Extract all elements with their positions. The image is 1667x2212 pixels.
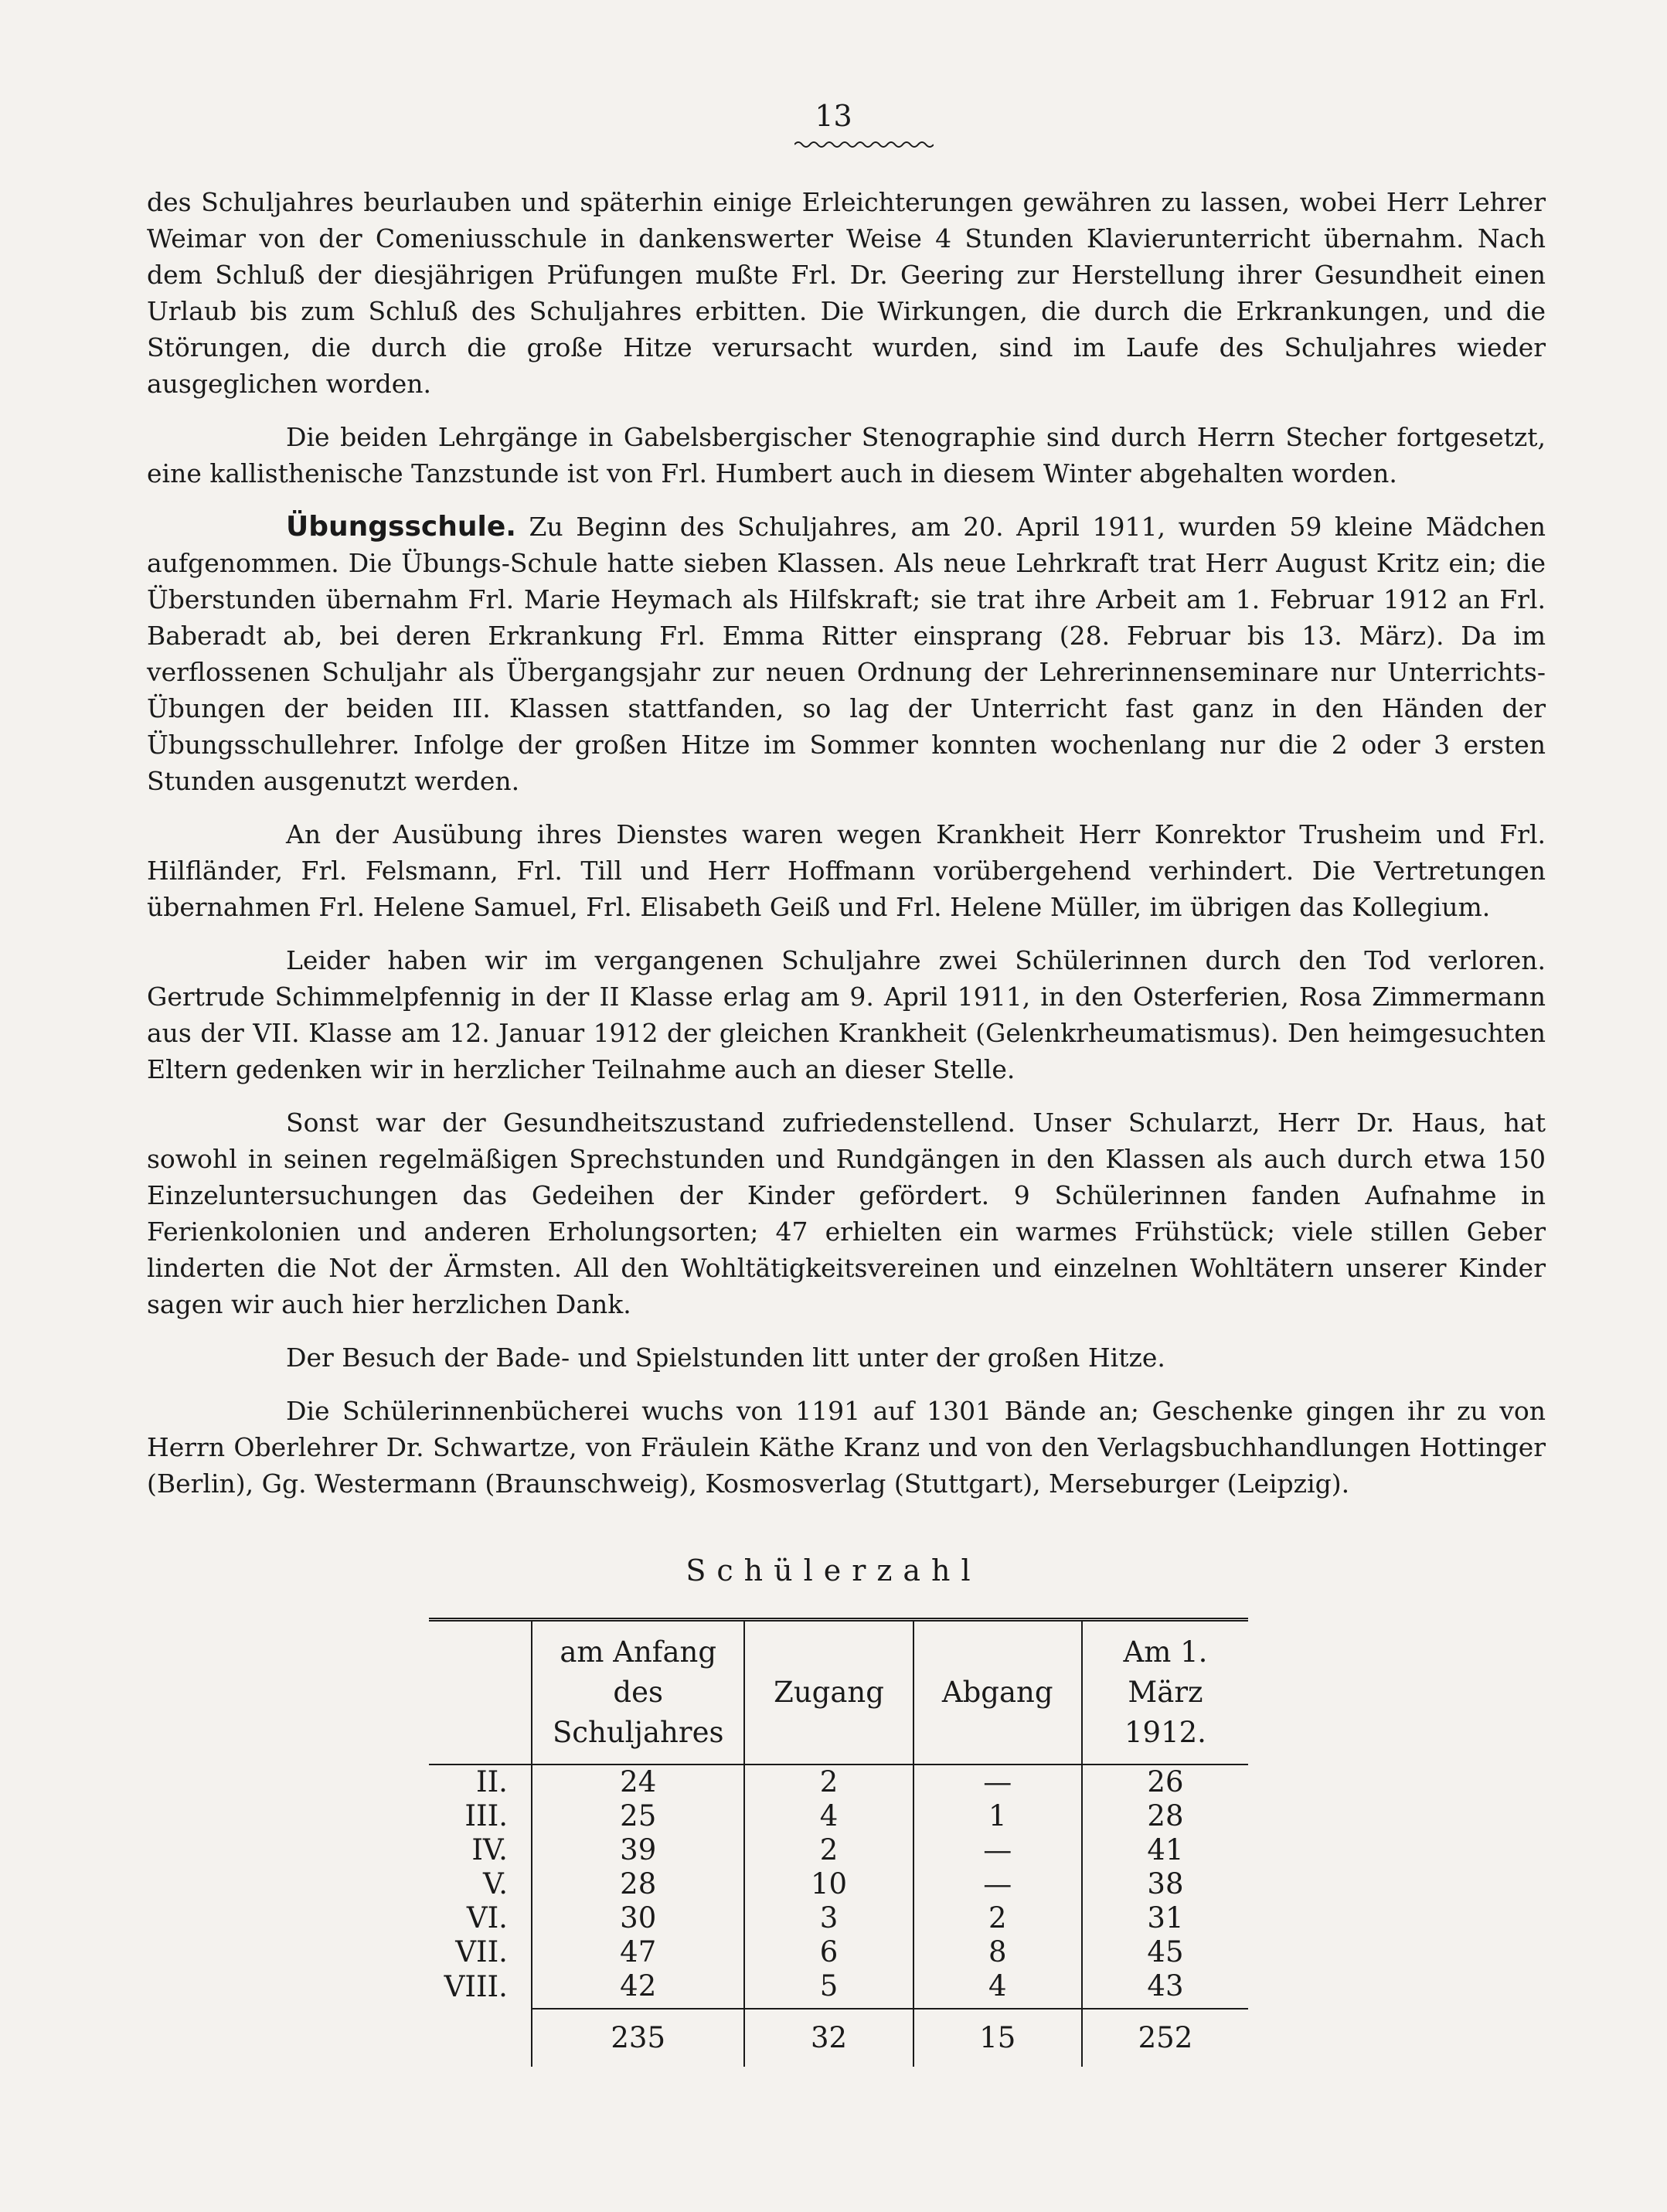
cell-march: 31: [1082, 1901, 1248, 1935]
table-title: Schülerzahl: [686, 1554, 981, 1588]
paragraph-continuation: des Schuljahres beurlauben und späterhin einige Erleichterungen gewähren zu lassen, wobei Herr Lehrer Weimar von der Comeniusschule in dankenswerter Weise 4 Stunden Klavierunterricht übernahm. Nach dem Schluß der diesjährigen Prüfungen mußte Frl. Dr. Geering zur Herstellung ihrer Gesundheit einen Urlaub bis zum Schluß des Schuljahres erbitten. Die Wirkungen, die durch die Erkrankungen, und die Störungen, die durch die große Hitze verursacht wurden, sind im Laufe des Schuljahres wieder ausgeglichen worden.: [147, 187, 1546, 399]
cell-intake: 6: [744, 1935, 913, 1969]
cell-departure: —: [913, 1764, 1082, 1799]
cell-intake: 4: [744, 1799, 913, 1833]
table-row: [429, 1935, 1248, 1969]
cell-start: 42: [532, 1969, 745, 2009]
cell-intake: 5: [744, 1969, 913, 2009]
cell-march: 45: [1082, 1935, 1248, 1969]
table-row: [429, 1764, 1248, 1799]
cell-class: VIII.: [444, 1969, 508, 2003]
cell-class: VII.: [455, 1935, 508, 1969]
cell-departure: —: [913, 1833, 1082, 1867]
total-start: 235: [532, 2009, 745, 2067]
paragraph-uebungsschule: [147, 509, 1546, 799]
table-row: [429, 1833, 1248, 1867]
cell-departure: —: [913, 1867, 1082, 1901]
table-row: [429, 1867, 1248, 1901]
section-heading: Übungsschule.: [286, 511, 516, 543]
page-number: 13: [815, 99, 852, 133]
cell-march: 41: [1082, 1833, 1248, 1867]
paragraph-deaths: Leider haben wir im vergangenen Schuljahre zwei Schülerinnen durch den Tod verloren. Gertrude Schimmelpfennig in der II Klasse erlag am 9. April 1911, in den Osterferien, Rosa Zimmermann aus der VII. Klasse am 12. Januar 1912 der gleichen Krankheit (Gelenkrheumatismus). Den heimgesuchten Eltern gedenken wir in herzlicher Teilnahme auch an dieser Stelle.: [147, 945, 1546, 1084]
paragraph-health: Sonst war der Gesundheitszustand zufriedenstellend. Unser Schularzt, Herr Dr. Haus, hat sowohl in seinen regelmäßigen Sprechstunden und Rundgängen in den Klassen als auch durch etwa 150 Einzeluntersuchungen das Gedeihen der Kinder gefördert. 9 Schülerinnen fanden Aufnahme in Ferienkolonien und anderen Erholungsorten; 47 erhielten ein warmes Frühstück; viele stillen Geber linderten die Not der Ärmsten. All den Wohltätigkeitsvereinen und einzelnen Wohltätern unserer Kinder sagen wir auch hier herzlichen Dank.: [147, 1108, 1546, 1319]
cell-departure: 1: [913, 1799, 1082, 1833]
cell-class: V.: [482, 1867, 508, 1901]
header-departure: Abgang: [913, 1620, 1082, 1765]
paragraph-illness: An der Ausübung ihres Dienstes waren wegen Krankheit Herr Konrektor Trusheim und Frl. Hilfländer, Frl. Felsmann, Frl. Till und Herr Hoffmann vorübergehend verhindert. Die Vertretungen übernahmen Frl. Helene Samuel, Frl. Elisabeth Geiß und Frl. Helene Müller, im übrigen das Kollegium.: [147, 819, 1546, 922]
cell-start: 30: [532, 1901, 745, 1935]
cell-march: 26: [1082, 1764, 1248, 1799]
paragraph-bath: Der Besuch der Bade- und Spielstunden litt unter der großen Hitze.: [286, 1343, 1165, 1373]
total-march: 252: [1082, 2009, 1248, 2067]
table-row: [429, 1969, 1248, 2009]
table-header-row: [429, 1620, 1248, 1765]
cell-intake: 3: [744, 1901, 913, 1935]
cell-start: 24: [532, 1764, 745, 1799]
cell-start: 47: [532, 1935, 745, 1969]
student-count-table: [429, 1618, 1248, 2067]
paragraph-text: Zu Beginn des Schuljahres, am 20. April 1911, wurden 59 kleine Mädchen aufgenommen. Die Übungs-Schule hatte sieben Klassen. Als neue Lehrkraft trat Herr August Kritz ein; die Überstunden übernahm Frl. Marie Heymach als Hilfskraft; sie trat ihre Arbeit am 1. Februar 1912 an Frl. Baberadt ab, bei deren Erkrankung Frl. Emma Ritter einsprang (28. Februar bis 13. März). Da im verflossenen Schuljahr als Übergangsjahr zur neuen Ordnung der Lehrerinnenseminare nur Unterrichts-Übungen der beiden III. Klassen stattfanden, so lag der Unterricht fast ganz in den Händen der Übungsschullehrer. Infolge der großen Hitze im Sommer konnten wochenlang nur die 2 oder 3 ersten Stunden ausgenutzt werden.: [147, 512, 1546, 796]
cell-class-empty: [429, 2009, 532, 2067]
student-count-table-wrap: [429, 1618, 1248, 2067]
cell-intake: 2: [744, 1833, 913, 1867]
cell-start: 25: [532, 1799, 745, 1833]
cell-march: 28: [1082, 1799, 1248, 1833]
header-class: [429, 1620, 532, 1765]
cell-intake: 2: [744, 1764, 913, 1799]
cell-start: 28: [532, 1867, 745, 1901]
body-text: [147, 184, 1546, 1519]
cell-departure: 8: [913, 1935, 1082, 1969]
cell-departure: 4: [913, 1969, 1082, 2009]
cell-start: 39: [532, 1833, 745, 1867]
table-row: [429, 1901, 1248, 1935]
cell-class: IV.: [471, 1833, 508, 1867]
cell-intake: 10: [744, 1867, 913, 1901]
header-start: am Anfang des Schuljahres: [532, 1620, 745, 1765]
table-total-row: [429, 2009, 1248, 2067]
cell-march: 43: [1082, 1969, 1248, 2009]
header-march: Am 1. März 1912.: [1082, 1620, 1248, 1765]
wavy-rule-ornament: [794, 139, 934, 150]
header-intake: Zugang: [744, 1620, 913, 1765]
table-row: [429, 1799, 1248, 1833]
total-departure: 15: [913, 2009, 1082, 2067]
total-intake: 32: [744, 2009, 913, 2067]
paragraph-library: Die Schülerinnenbücherei wuchs von 1191 auf 1301 Bände an; Geschenke gingen ihr zu von Herrn Oberlehrer Dr. Schwartze, von Fräulein Käthe Kranz und von den Verlagsbuchhandlungen Hottinger (Berlin), Gg. Westermann (Braunschweig), Kosmosverlag (Stuttgart), Merseburger (Leipzig).: [147, 1396, 1546, 1499]
paragraph-stenography: Die beiden Lehrgänge in Gabelsbergischer Stenographie sind durch Herrn Stecher fortgesetzt, eine kallisthenische Tanzstunde ist von Frl. Humbert auch in diesem Winter abgehalten worden.: [147, 422, 1546, 488]
cell-departure: 2: [913, 1901, 1082, 1935]
cell-class: III.: [464, 1799, 508, 1833]
cell-march: 38: [1082, 1867, 1248, 1901]
cell-class: II.: [475, 1765, 508, 1799]
cell-class: VI.: [466, 1901, 508, 1935]
